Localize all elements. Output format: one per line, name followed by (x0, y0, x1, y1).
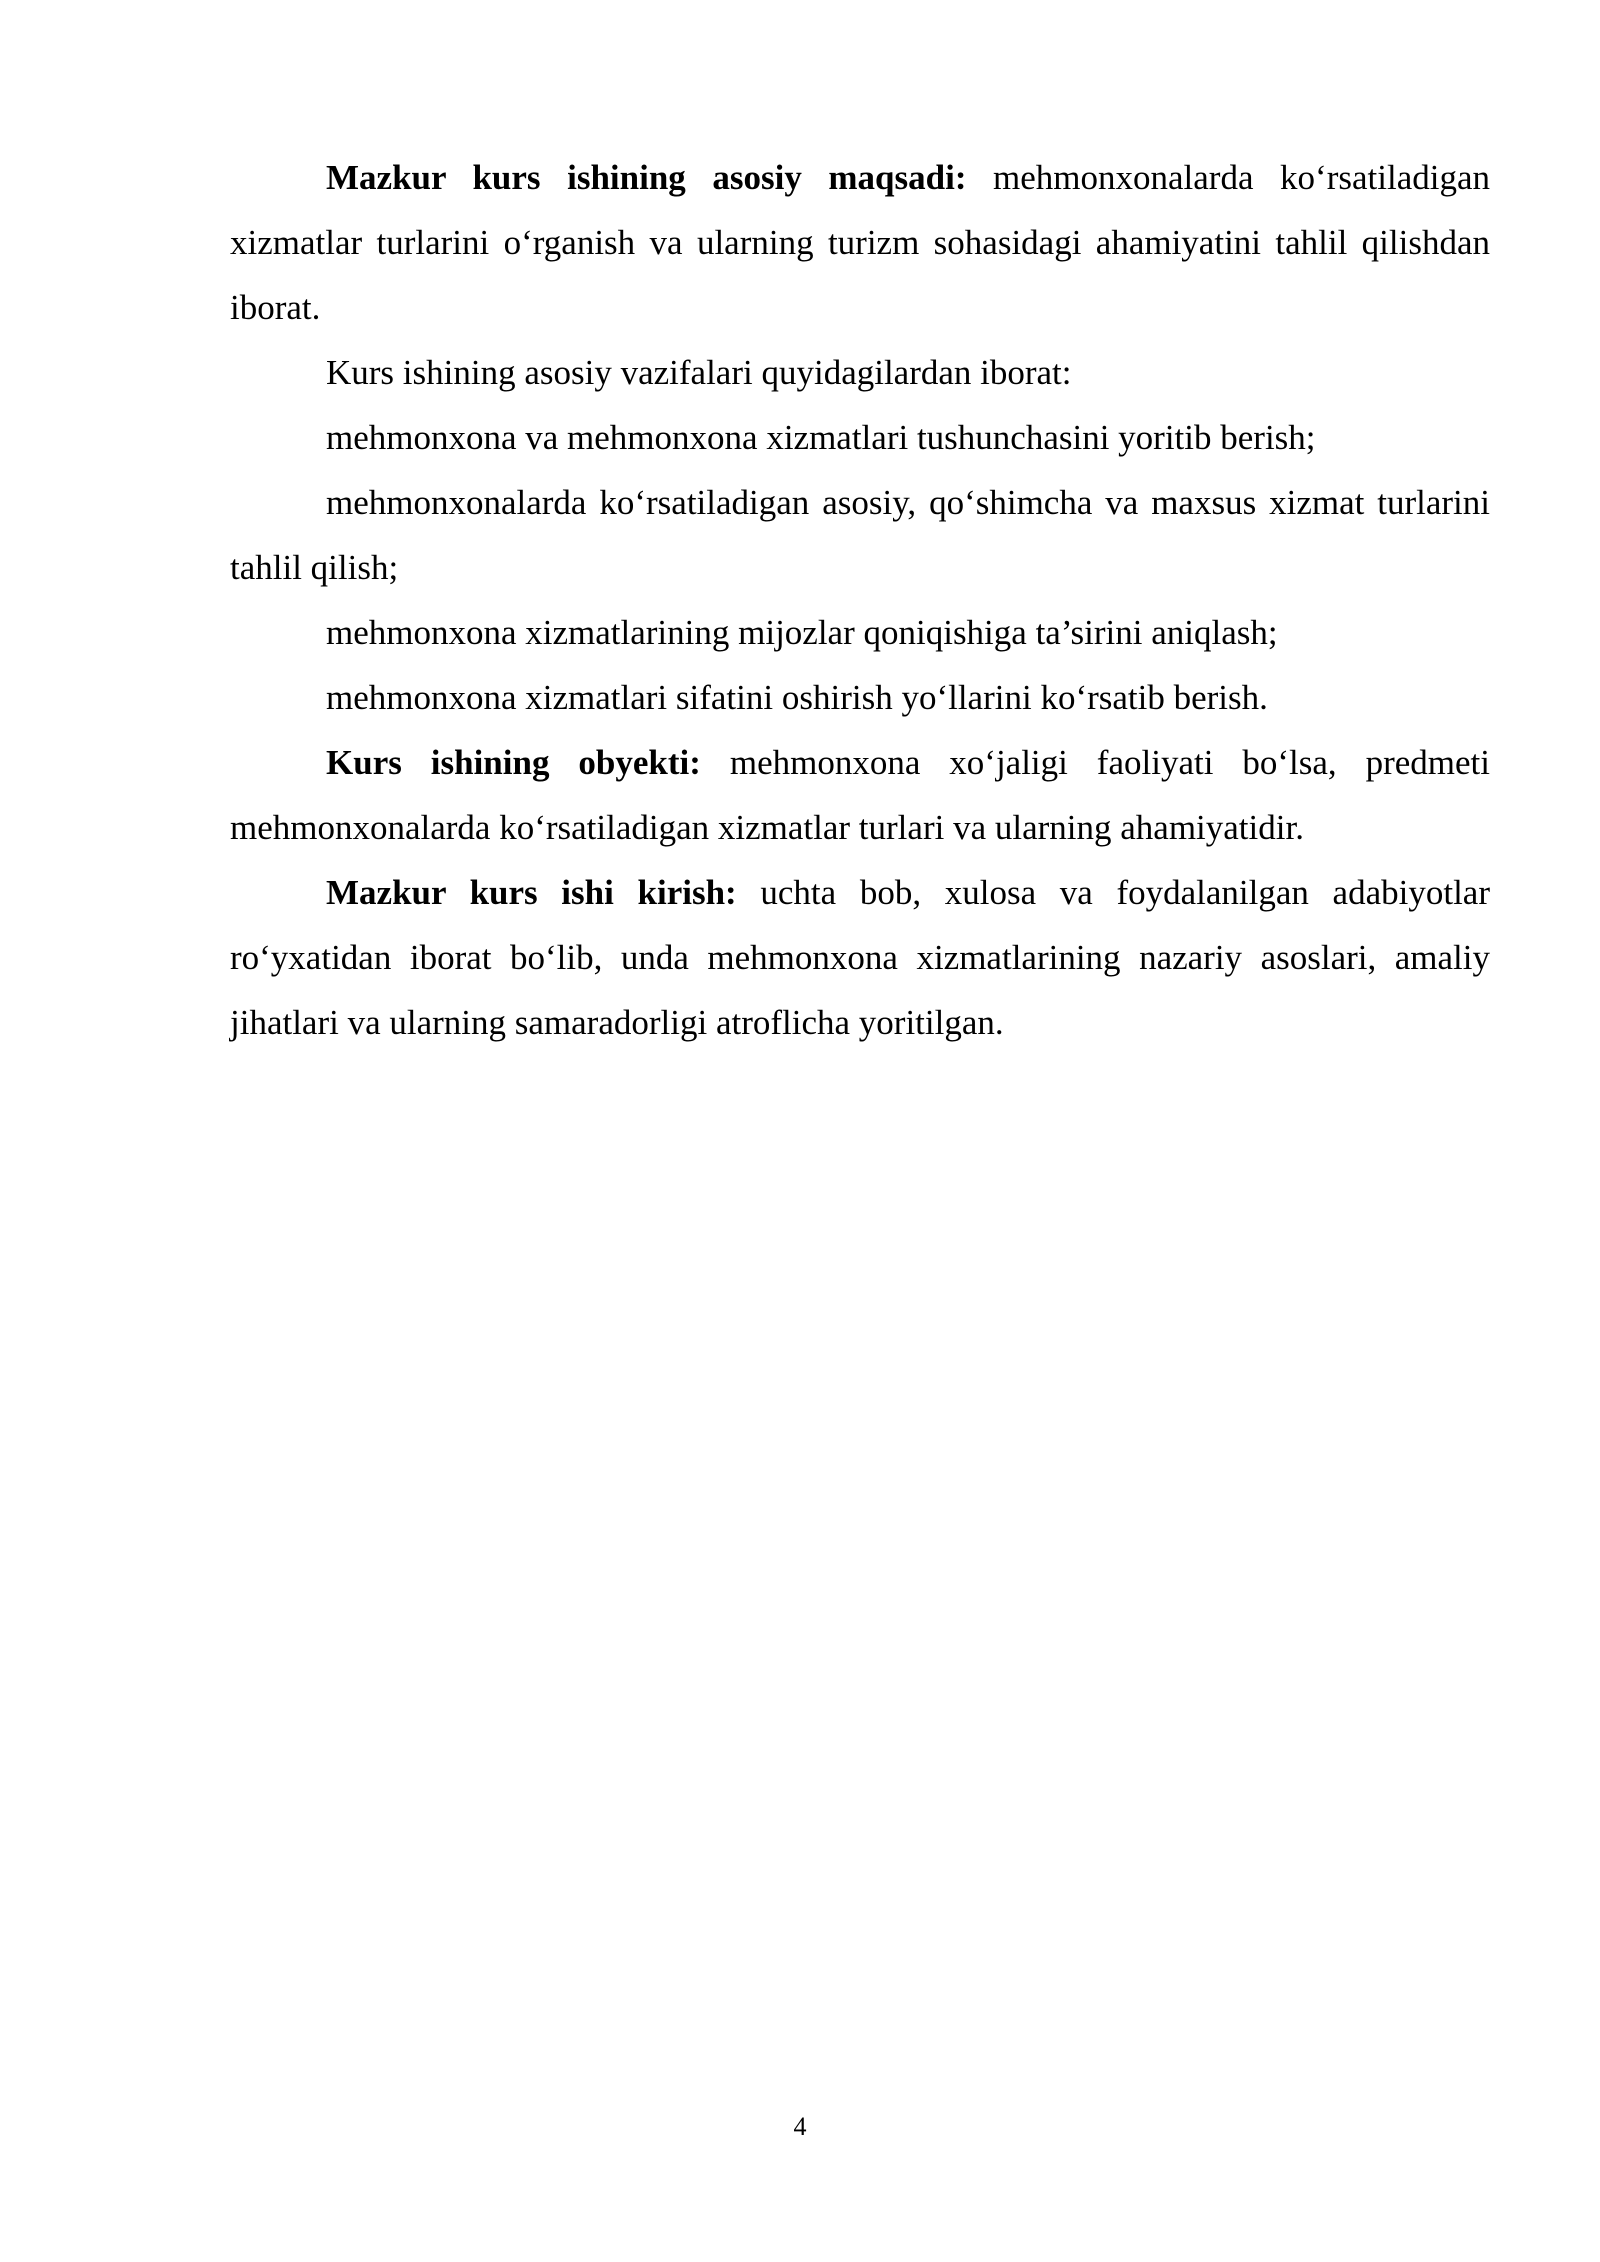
paragraph-tasks-intro (230, 340, 1490, 405)
paragraph-object (230, 730, 1490, 860)
paragraph-lead-bold: Mazkur kurs ishining asosiy maqsadi: (326, 158, 967, 197)
paragraph-text: mehmonxona xizmatlari sifatini oshirish yo‘llarini ko‘rsatib berish. (326, 678, 1268, 717)
paragraph-task-2 (230, 470, 1490, 600)
paragraph-text: Kurs ishining asosiy vazifalari quyidagilardan iborat: (326, 353, 1072, 392)
paragraph-text: mehmonxona va mehmonxona xizmatlari tushunchasini yoritib berish; (326, 418, 1316, 457)
paragraph-structure (230, 860, 1490, 1055)
paragraph-main-goal (230, 145, 1490, 340)
paragraph-text: mehmonxonalarda ko‘rsatiladigan asosiy, qo‘shimcha va maxsus xizmat turlarini tahlil qilish; (230, 483, 1490, 587)
paragraph-text: mehmonxona xizmatlarining mijozlar qoniqishiga ta’sirini aniqlash; (326, 613, 1278, 652)
paragraph-lead-bold: Mazkur kurs ishi kirish: (326, 873, 737, 912)
paragraph-task-3 (230, 600, 1490, 665)
paragraph-text: uchta bob, xulosa va foydalanilgan adabiyotlar ro‘yxatidan iborat bo‘lib, unda mehmonxona xizmatlarining nazariy asoslari, amaliy jihatlari va ularning samaradorligi atroflicha yoritilgan. (230, 873, 1490, 1042)
paragraph-text: mehmonxonalarda ko‘rsatiladigan xizmatlar turlarini o‘rganish va ularning turizm sohasidagi ahamiyatini tahlil qilishdan iborat. (230, 158, 1490, 327)
page-number: 4 (793, 2112, 807, 2141)
document-body (230, 145, 1490, 1055)
paragraph-text: mehmonxona xo‘jaligi faoliyati bo‘lsa, predmeti mehmonxonalarda ko‘rsatiladigan xizmatlar turlari va ularning ahamiyatidir. (230, 743, 1490, 847)
paragraph-task-4 (230, 665, 1490, 730)
paragraph-task-1 (230, 405, 1490, 470)
paragraph-lead-bold: Kurs ishining obyekti: (326, 743, 701, 782)
